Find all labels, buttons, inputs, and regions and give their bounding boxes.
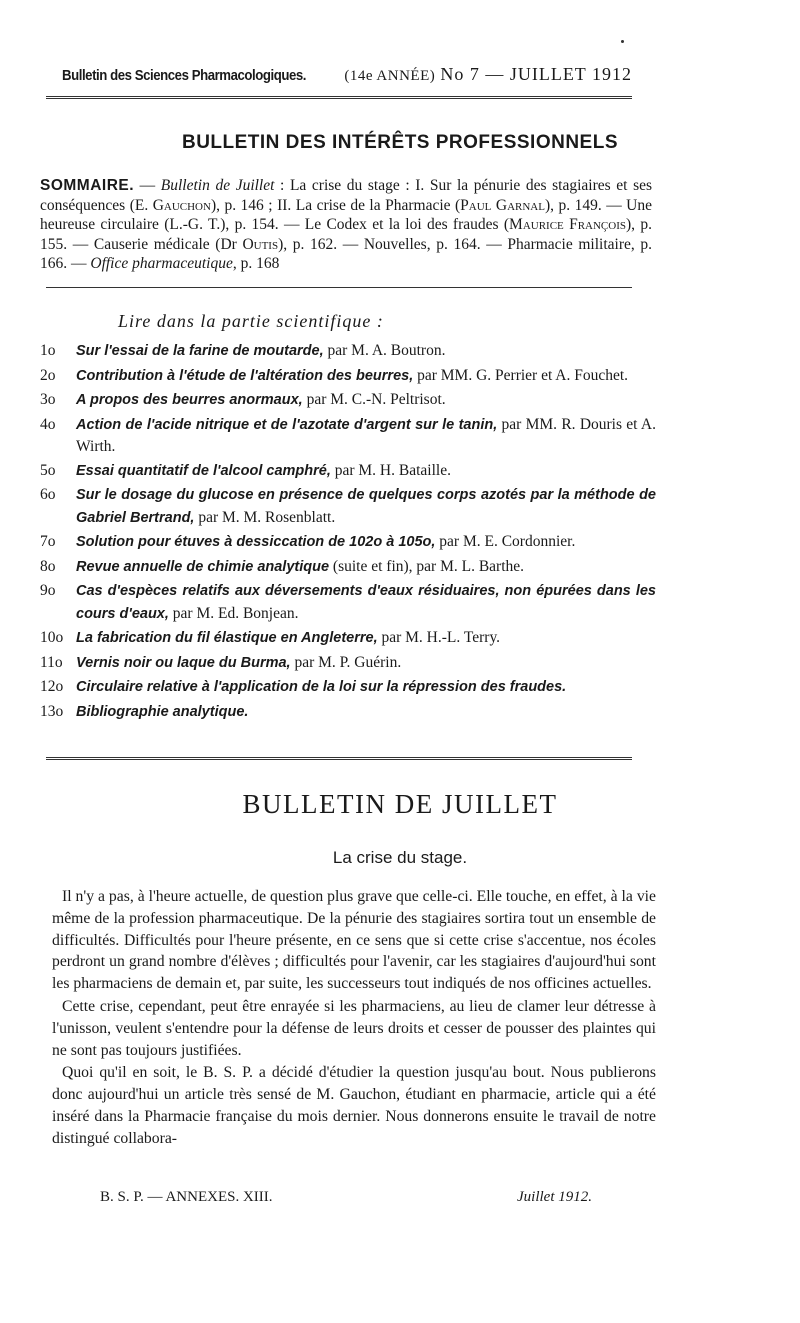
- contents-item: [40, 389, 656, 412]
- body-paragraph: Quoi qu'il en soit, le B. S. P. a décidé d'étudier la question jusqu'au bout. Nous publierons donc aujourd'hui un article très sensé de M. Gauchon, étudiant en pharmacie, article qui a été inséré dans la Pharmacie française du mois dernier. Nous donnerons ensuite le travail de notre distingué collabora-: [52, 1064, 656, 1147]
- article-body: [52, 886, 656, 1151]
- item-author: par M. H.-L. Terry.: [377, 629, 501, 646]
- item-author: par M. A. Boutron.: [323, 342, 446, 359]
- item-title: Bibliographie analytique.: [76, 703, 249, 720]
- journal-year: (14e ANNÉE): [344, 68, 436, 84]
- footer-date: Juillet 1912.: [517, 1189, 592, 1205]
- page-footer: [100, 1189, 592, 1206]
- issue-number: No 7 — JUILLET 1912: [440, 64, 632, 84]
- item-author: par M. H. Bataille.: [330, 461, 451, 479]
- item-author: par MM. R. Douris et A. Wirth.: [76, 415, 656, 455]
- summary-author: Paul Garnal: [460, 196, 545, 214]
- item-author: par M. Ed. Bonjean.: [168, 604, 299, 622]
- item-author: par M. C.-N. Peltrisot.: [302, 391, 446, 408]
- summary-text: ), p. 149. — Une heureuse circulaire (L.-G. T.), p. 154. — Le Codex et la loi des fraudes (: [40, 196, 653, 233]
- summary-text: —: [134, 177, 161, 194]
- item-title: Cas d'espèces relatifs aux déversements d'eaux résiduaires, non épurées dans les cours d'eaux,: [76, 583, 656, 622]
- item-number: 7o: [40, 533, 56, 550]
- body-paragraph: Il n'y a pas, à l'heure actuelle, de question plus grave que celle-ci. Elle touche, en effet, à la vie même de la profession pharmaceutique. De la pénurie des stagiaires sortira tout un ensemble de difficultés. Difficultés pour l'heure présente, en ce sens que si cette crise s'accentue, nos écoles perdront un grand nombre d'élèves ; difficultés pour l'avenir, car les stagiaires d'aujourd'hui sont les pharmaciens de demain et, par suite, les successeurs tout indiqués de nos officines actuelles.: [52, 888, 656, 993]
- contents-item: [40, 627, 656, 650]
- summary-text: Bulletin de Juillet: [160, 177, 275, 194]
- item-author: par M. M. Rosenblatt.: [194, 508, 336, 526]
- summary-text: ), p. 155. — Causerie médicale (Dr: [40, 216, 652, 253]
- footer-annex: B. S. P. — ANNEXES. XIII.: [100, 1189, 273, 1205]
- summary-author: Outis: [242, 235, 279, 253]
- contents-item: [40, 701, 656, 724]
- item-number: 3o: [40, 391, 56, 408]
- item-title: Circulaire relative à l'application de la loi sur la répression des fraudes.: [76, 679, 567, 695]
- item-number: 12o: [40, 678, 64, 695]
- contents-rule: [46, 757, 632, 760]
- contents-item: [40, 652, 656, 675]
- item-title: Contribution à l'étude de l'altération des beurres,: [76, 367, 414, 384]
- header-rule: [46, 96, 632, 99]
- item-title: Action de l'acide nitrique et de l'azotate d'argent sur le tanin,: [76, 416, 498, 433]
- contents-item: [40, 414, 656, 458]
- item-author: (suite et fin), par M. L. Barthe.: [329, 557, 525, 575]
- item-number: 4o: [40, 415, 56, 433]
- contents-item: [40, 531, 656, 554]
- item-title: Revue annuelle de chimie analytique: [76, 558, 330, 575]
- contents-item: [40, 556, 656, 579]
- summary-label: SOMMAIRE.: [40, 177, 135, 194]
- contents-item: [40, 580, 656, 625]
- summary-text: ), p. 162. — Nouvelles, p. 164. — Pharmacie militaire, p. 166. —: [40, 235, 652, 272]
- summary-text: Office pharmaceutique: [90, 255, 233, 272]
- summary-text: ), p. 146 ; II. La crise de la Pharmacie (: [210, 196, 461, 214]
- article-subtitle: La crise du stage.: [332, 848, 468, 867]
- item-number: 6o: [40, 486, 56, 503]
- contents-item: [40, 460, 656, 483]
- item-number: 2o: [40, 366, 56, 384]
- item-author: par M. P. Guérin.: [290, 653, 402, 671]
- summary-text: : La crise du stage : I. Sur la pénurie des stagiaires et ses conséquences (E.: [40, 177, 653, 214]
- summary-rule: [46, 287, 632, 288]
- summary-text: , p. 168: [232, 255, 280, 272]
- item-author: par MM. G. Perrier et A. Fouchet.: [413, 366, 629, 384]
- contents-item: [40, 676, 656, 699]
- journal-name: Bulletin des Sciences Pharmacologiques.: [62, 67, 306, 84]
- contents-item: [40, 365, 656, 388]
- item-title: A propos des beurres anormaux,: [76, 392, 303, 408]
- contents-item: [40, 340, 656, 363]
- running-header: [62, 64, 632, 85]
- item-title: Essai quantitatif de l'alcool camphré,: [76, 462, 331, 479]
- ink-speck: [621, 40, 624, 43]
- section-title: BULLETIN DES INTÉRÊTS PROFESSIONNELS: [181, 132, 619, 153]
- summary-author: Maurice François: [509, 216, 626, 233]
- item-number: 10o: [40, 629, 64, 646]
- body-paragraph: Cette crise, cependant, peut être enrayée si les pharmaciens, au lieu de clamer leur détresse à l'unisson, veulent s'entendre pour la défense de leurs droits et cesser de pousser des plaintes qui ne sont pas toujours justifiées.: [52, 997, 656, 1059]
- item-title: Sur l'essai de la farine de moutarde,: [76, 343, 324, 359]
- item-number: 9o: [40, 582, 56, 599]
- item-number: 11o: [40, 653, 63, 671]
- item-number: 5o: [40, 461, 56, 479]
- item-title: Solution pour étuves à dessiccation de 102o à 105o,: [76, 534, 436, 550]
- item-number: 8o: [40, 557, 56, 575]
- item-title: La fabrication du fil élastique en Angleterre,: [76, 630, 378, 646]
- summary-author: Gauchon: [152, 196, 211, 214]
- item-number: 1o: [40, 342, 56, 359]
- scientific-part-intro: Lire dans la partie scientifique :: [118, 311, 384, 331]
- item-author: par M. E. Cordonnier.: [435, 533, 576, 550]
- item-title: Sur le dosage du glucose en présence de quelques corps azotés par la méthode de Gabriel Bertrand,: [76, 487, 656, 526]
- contents-list: [40, 340, 656, 725]
- item-number: 13o: [40, 702, 64, 720]
- article-main-title: BULLETIN DE JUILLET: [242, 789, 558, 819]
- contents-item: [40, 484, 656, 529]
- item-title: Vernis noir ou laque du Burma,: [76, 654, 291, 671]
- summary-paragraph: [40, 176, 652, 274]
